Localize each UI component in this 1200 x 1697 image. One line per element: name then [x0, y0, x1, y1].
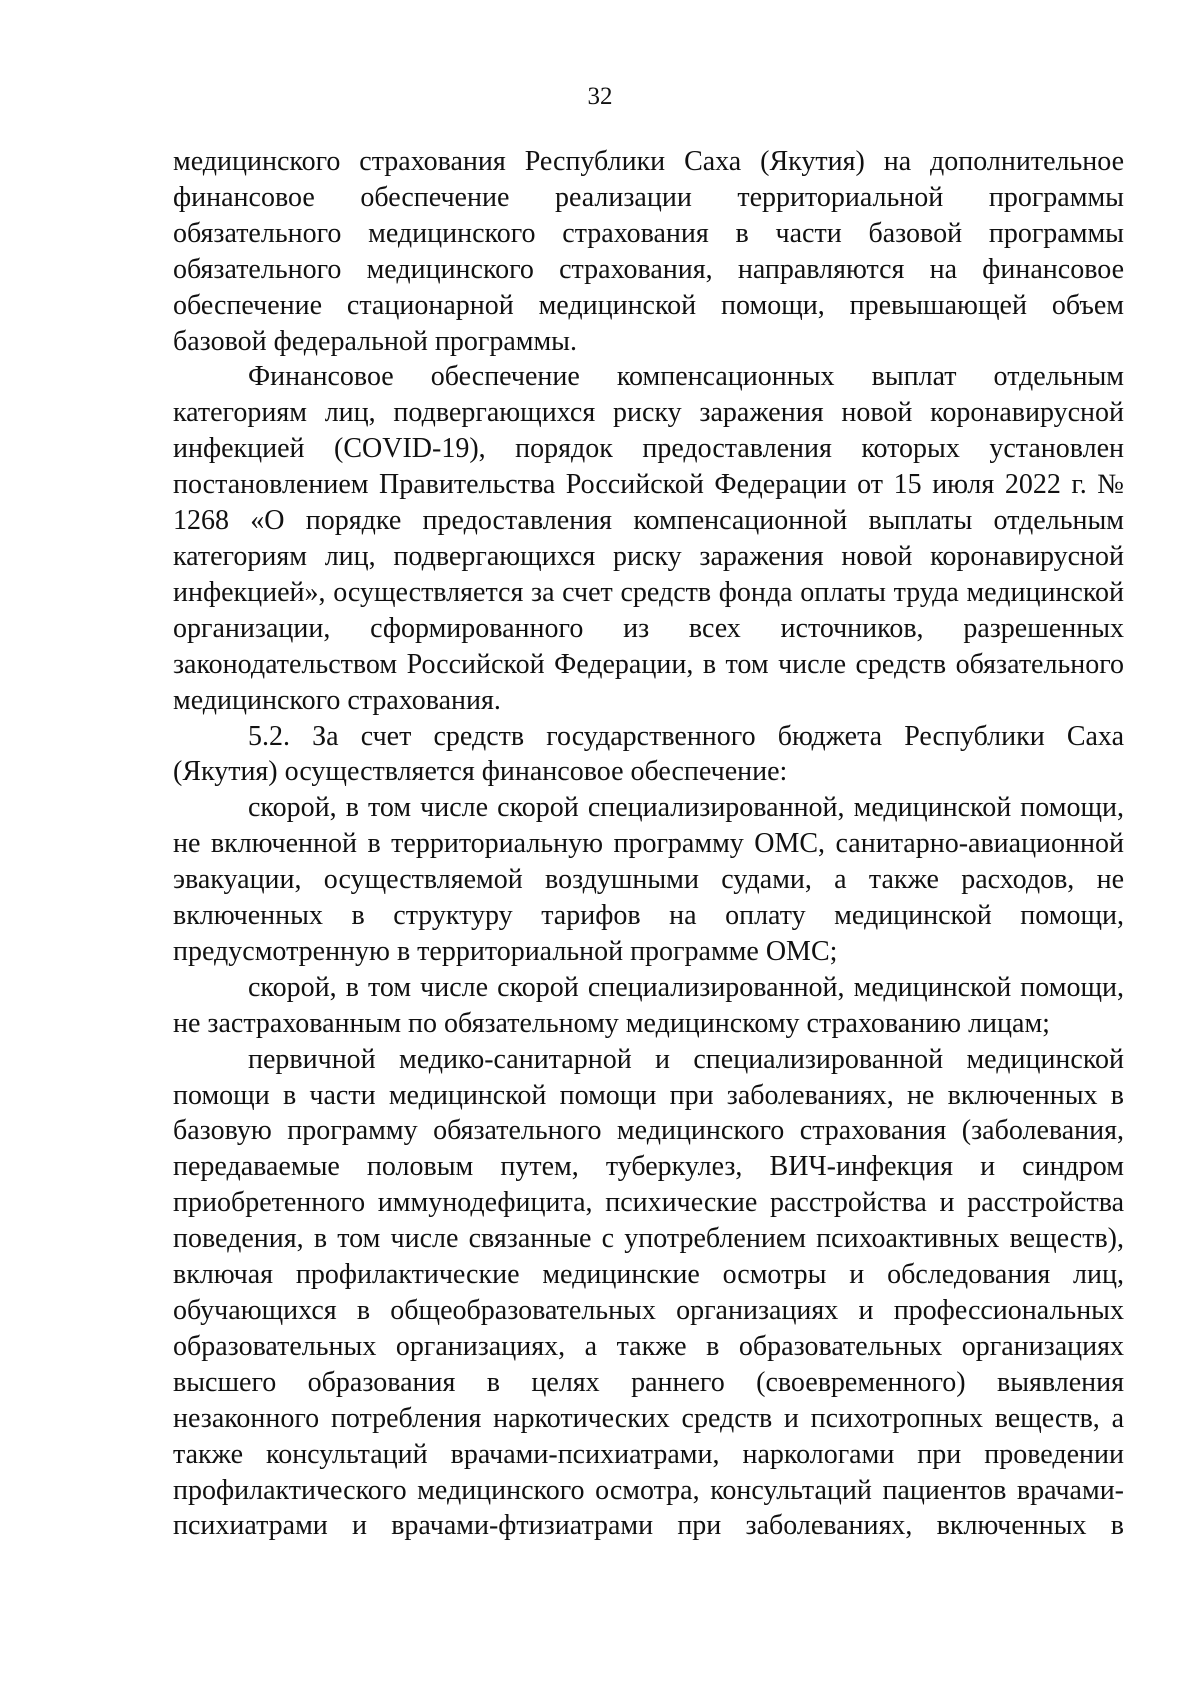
page-number: 32	[587, 83, 613, 110]
paragraph-1: медицинского страхования Республики Саха (Якутия) на дополнительное финансовое обеспечение реализации территориальной программы обязательного медицинского страхования в части базовой программы обязательного медицинского страхования, направляются на финансовое обеспечение стационарной медицинской помощи, превышающей объем базовой федеральной программы.	[173, 146, 1124, 357]
paragraph-4: скорой, в том числе скорой специализированной, медицинской помощи, не включенной в территориальную программу ОМС, санитарно-авиационной эвакуации, осуществляемой воздушными судами, а также расходов, не включенных в структуру тарифов на оплату медицинской помощи, предусмотренную в территориальной программе ОМС;	[173, 792, 1124, 967]
paragraph-3: 5.2. За счет средств государственного бюджета Республики Саха (Якутия) осуществляется финансовое обеспечение:	[173, 720, 1124, 788]
paragraph-2: Финансовое обеспечение компенсационных выплат отдельным категориям лиц, подвергающихся риску заражения новой коронавирусной инфекцией (COVID-19), порядок предоставления которых установлен постановлением Правительства Российской Федерации от 15 июля 2022 г. № 1268 «О порядке предоставления компенсационной выплаты отдельным категориям лиц, подвергающихся риску заражения новой коронавирусной инфекцией», осуществляется за счет средств фонда оплаты труда медицинской организации, сформированного из всех источников, разрешенных законодательством Российской Федерации, в том числе средств обязательного медицинского страхования.	[173, 361, 1124, 716]
paragraph-5: скорой, в том числе скорой специализированной, медицинской помощи, не застрахованным по обязательному медицинскому страхованию лицам;	[173, 971, 1124, 1039]
document-body	[173, 144, 1124, 1544]
paragraph-6: первичной медико-санитарной и специализированной медицинской помощи в части медицинской помощи при заболеваниях, не включенных в базовую программу обязательного медицинского страхования (заболевания, передаваемые половым путем, туберкулез, ВИЧ-инфекция и синдром приобретенного иммунодефицита, психические расстройства и расстройства поведения, в том числе связанные с употреблением психоактивных веществ), включая профилактические медицинские осмотры и обследования лиц, обучающихся в общеобразовательных организациях и профессиональных образовательных организациях, а также в образовательных организациях высшего образования в целях раннего (своевременного) выявления незаконного потребления наркотических средств и психотропных веществ, а также консультаций врачами-психиатрами, наркологами при проведении профилактического медицинского осмотра, консультаций пациентов врачами-психиатрами и врачами-фтизиатрами при заболеваниях, включенных в	[173, 1043, 1124, 1542]
